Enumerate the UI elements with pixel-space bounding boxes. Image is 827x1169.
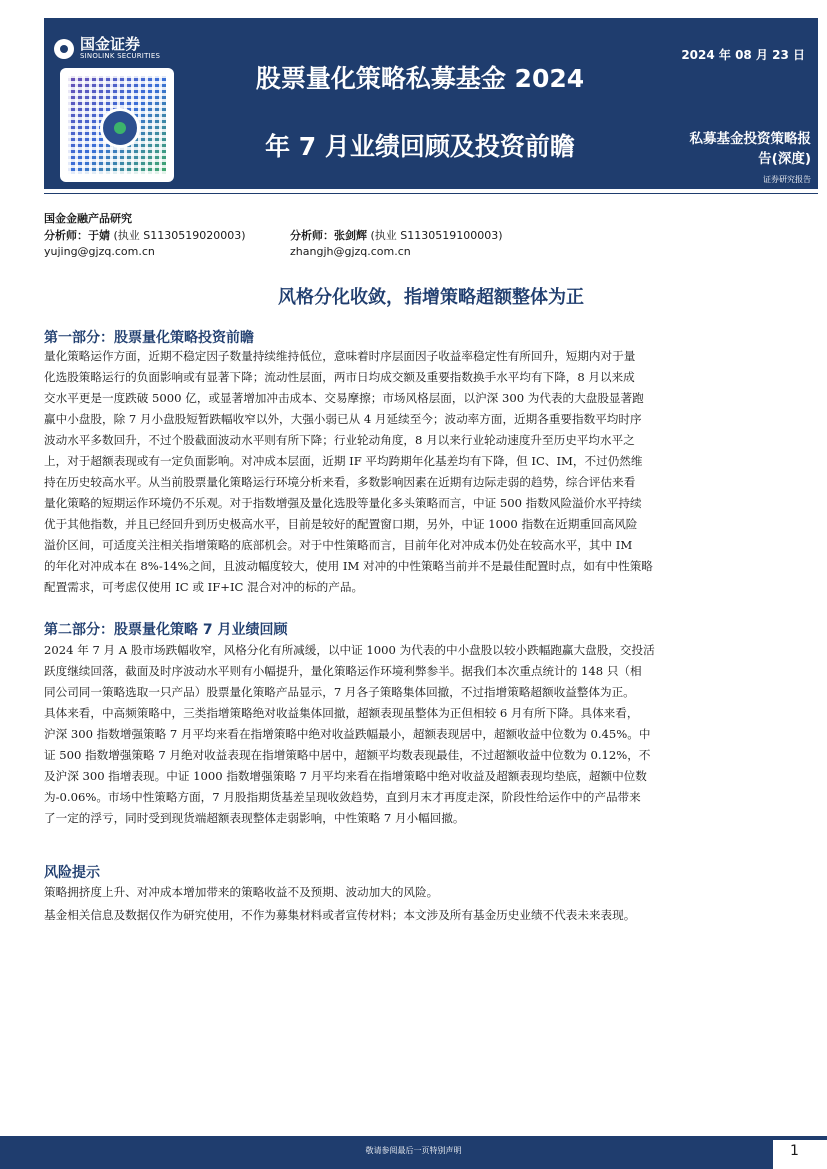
page-number-box <box>773 1140 827 1169</box>
section2-body <box>44 640 792 829</box>
section2-title: 第二部分：股票量化策略 7 月业绩回顾 <box>44 622 288 638</box>
report-type-line2: 告(深度) <box>758 151 811 167</box>
section2-line: 沪深 300 指数增强策略 7 月平均来看在指增策略中绝对收益跌幅最小，超额表现居中，超额收益中位数为 0.45%。中 <box>44 727 651 741</box>
report-headline: 风格分化收敛，指增策略超额整体为正 <box>278 287 584 308</box>
qr-logo-icon <box>100 108 140 148</box>
analyst1 <box>44 227 246 243</box>
section2-line: 跃度继续回落，截面及时序波动水平则有小幅提升，量化策略运作环境利弊参半。据我们本次重点统计的 148 只（相 <box>44 664 642 678</box>
section1-title: 第一部分：股票量化策略投资前瞻 <box>44 330 254 346</box>
section1-line: 量化策略的短期运作环境仍不乐观。对于指数增强及量化选股等量化多头策略而言，中证 500 指数风险溢价水平持续 <box>44 496 642 510</box>
company-logo <box>54 36 160 61</box>
risk-line2: 基金相关信息及数据仅作为研究使用，不作为募集材料或者宣传材料；本文涉及所有基金历史业绩不代表未来表现。 <box>44 908 636 922</box>
logo-name-cn: 国金证券 <box>80 35 141 53</box>
qr-code <box>60 68 174 182</box>
section2-line: 2024 年 7 月 A 股市场跌幅收窄，风格分化有所减缓，以中证 1000 为代表的中小盘股以较小跌幅跑赢大盘股，交投活 <box>44 643 655 657</box>
section2-line: 具体来看，中高频策略中，三类指增策略绝对收益集体回撤，超额表现虽整体为正但相较 6 月有所下降。具体来看， <box>44 706 639 720</box>
section1-line: 量化策略运作方面，近期不稳定因子数量持续维持低位，意味着时序层面因子收益率稳定性有所回升，短期内对于量 <box>44 349 636 363</box>
section2-line: 为-0.06%。市场中性策略方面，7 月股指期货基差呈现收敛趋势，直到月末才再度走深，阶段性给运作中的产品带来 <box>44 790 641 804</box>
institute-name: 国金金融产品研究 <box>44 212 132 225</box>
section1-line: 赢中小盘股，除 7 月小盘股短暂跌幅收窄以外，大强小弱已从 4 月延续至今；波动率方面，近期各重要指数平均时序 <box>44 412 642 426</box>
section1-line: 优于其他指数，并且已经回升到历史极高水平，目前是较好的配置窗口期，另外，中证 1000 指数在近期重回高风险 <box>44 517 638 531</box>
section1-line: 持在历史较高水平。从当前股票量化策略运行环境分析来看，多数影响因素在近期有边际走弱的趋势，综合评估来看 <box>44 475 636 489</box>
analyst2-label: 分析师： <box>290 229 334 242</box>
report-title-line1: 股票量化策略私募基金 2024 <box>255 64 585 93</box>
report-title-line2: 年 7 月业绩回顾及投资前瞻 <box>265 132 575 161</box>
footer-disclaimer: 敬请参阅最后一页特别声明 <box>365 1146 462 1155</box>
section2-line: 证 500 指数增强策略 7 月绝对收益表现在指增策略中居中，超额平均数表现最佳，不过超额收益中位数为 0.12%，不 <box>44 748 651 762</box>
logo-icon <box>54 39 74 59</box>
section1-line: 的年化对冲成本在 8%-14%之间，且波动幅度较大，使用 IM 对冲的中性策略当前并不是最佳配置时点，如有中性策略 <box>44 559 653 573</box>
page-number: 1 <box>790 1143 799 1159</box>
section2-line: 同公司同一策略选取一只产品）股票量化策略产品显示，7 月各子策略集体回撤，不过指增策略超额收益整体为正。 <box>44 685 635 699</box>
report-tag: 证券研究报告 <box>763 175 811 184</box>
analyst2-email[interactable]: zhangjh@gjzq.com.cn <box>290 245 411 258</box>
analyst1-email[interactable]: yujing@gjzq.com.cn <box>44 245 155 258</box>
section1-body <box>44 346 792 598</box>
analyst2-license: (执业 S1130519100003) <box>370 229 503 242</box>
section2-line: 及沪深 300 指增表现。中证 1000 指数增强策略 7 月平均来看在指增策略中绝对收益及超额表现均垫底，超额中位数 <box>44 769 647 783</box>
report-type-line1: 私募基金投资策略报 <box>689 131 811 147</box>
section1-line: 交水平更是一度跌破 5000 亿，或显著增加冲击成本、交易摩擦；市场风格层面，以沪深 300 为代表的大盘股显著跑 <box>44 391 644 405</box>
risk-title: 风险提示 <box>44 865 100 881</box>
section1-line: 波动水平多数回升，不过个股截面波动水平则有所下降；行业轮动角度，8 月以来行业轮动速度升至历史平均水平之 <box>44 433 635 447</box>
section1-line: 配置需求，可考虑仅使用 IC 或 IF+IC 混合对冲的标的产品。 <box>44 580 364 594</box>
section1-line: 上，对于超额表现或有一定负面影响。对冲成本层面，近期 IF 平均跨期年化基差均有下降，但 IC、IM，不过仍然维 <box>44 454 643 468</box>
analyst2 <box>290 227 503 243</box>
logo-name-en: SINOLINK SECURITIES <box>80 52 161 60</box>
header-divider <box>44 193 818 194</box>
section2-line: 了一定的浮亏，同时受到现货端超额表现整体走弱影响，中性策略 7 月小幅回撤。 <box>44 811 465 825</box>
section1-line: 化选股策略运行的负面影响或有显著下降；流动性层面，两市日均成交额及重要指数换手水平均有下降，8 月以来成 <box>44 370 635 384</box>
analyst1-name: 于婧 <box>88 229 110 242</box>
analyst1-label: 分析师： <box>44 229 88 242</box>
section1-line: 溢价区间，可适度关注相关指增策略的底部机会。对于中性策略而言，目前年化对冲成本仍处在较高水平，其中 IM <box>44 538 633 552</box>
report-date: 2024 年 08 月 23 日 <box>681 48 805 62</box>
analyst2-name: 张剑辉 <box>334 229 367 242</box>
analyst1-license: (执业 S1130519020003) <box>113 229 246 242</box>
risk-line1: 策略拥挤度上升、对冲成本增加带来的策略收益不及预期、波动加大的风险。 <box>44 885 439 899</box>
